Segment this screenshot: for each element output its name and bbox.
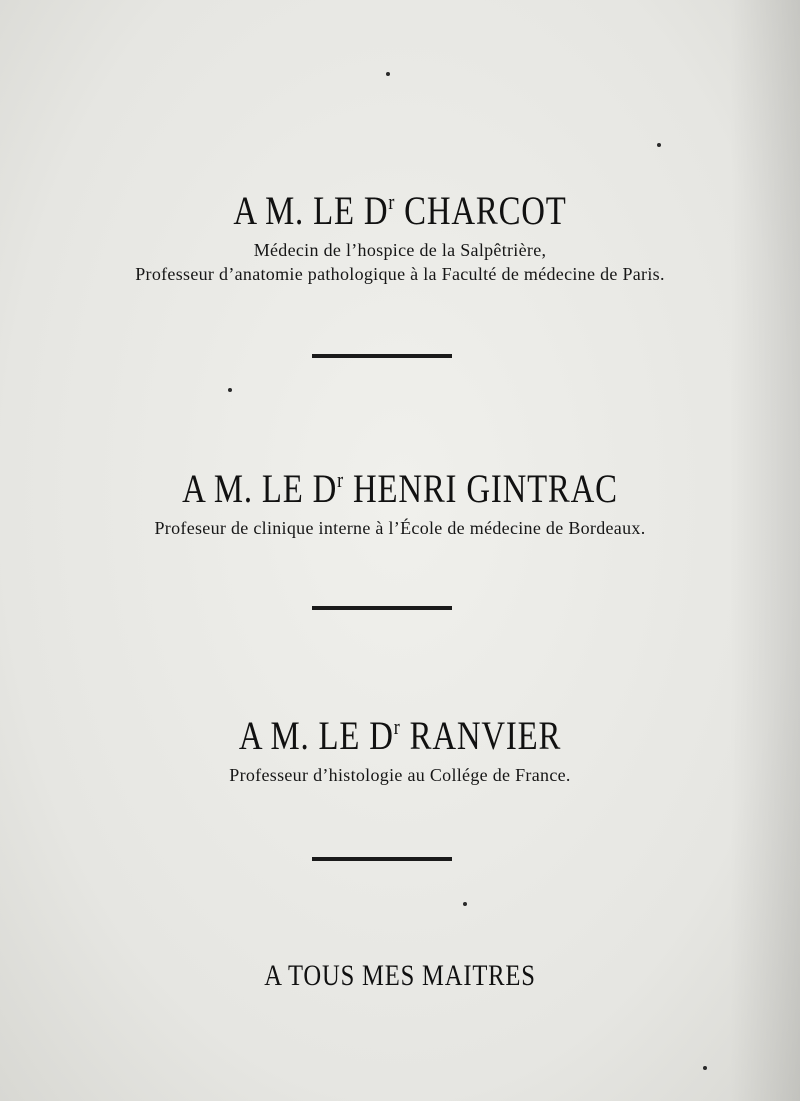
dedication-heading: A M. LE $D^r$ HENRI GINTRAC: [182, 466, 618, 511]
scan-speck: [657, 143, 661, 147]
page-edge-shadow: [730, 0, 800, 1101]
scan-speck: [228, 388, 232, 392]
separator-rule: [312, 857, 452, 861]
closing-dedication: [0, 958, 800, 994]
scan-speck: [386, 72, 390, 76]
dedication-gintrac: [0, 466, 800, 540]
scan-speck: [703, 1066, 707, 1070]
dedication-title-line: Médecin de l’hospice de la Salpêtrière,: [253, 240, 547, 260]
separator-rule: [312, 354, 452, 358]
dedication-charcot: [0, 188, 800, 286]
dedication-title-line: Professeur d’anatomie pathologique à la Faculté de médecine de Paris.: [135, 264, 665, 284]
scan-speck: [463, 902, 467, 906]
dedication-ranvier: [0, 713, 800, 787]
dedication-heading: A M. LE $D^r$ RANVIER: [238, 713, 562, 758]
dedication-heading: A M. LE $D^r$ CHARCOT: [233, 188, 567, 233]
closing-heading: A TOUS MES MAITRES: [264, 959, 536, 992]
dedication-title-line: Professeur d’histologie au Collége de France.: [229, 765, 571, 785]
separator-rule: [312, 606, 452, 610]
dedication-title-line: Profeseur de clinique interne à l’École de médecine de Bordeaux.: [154, 518, 646, 538]
